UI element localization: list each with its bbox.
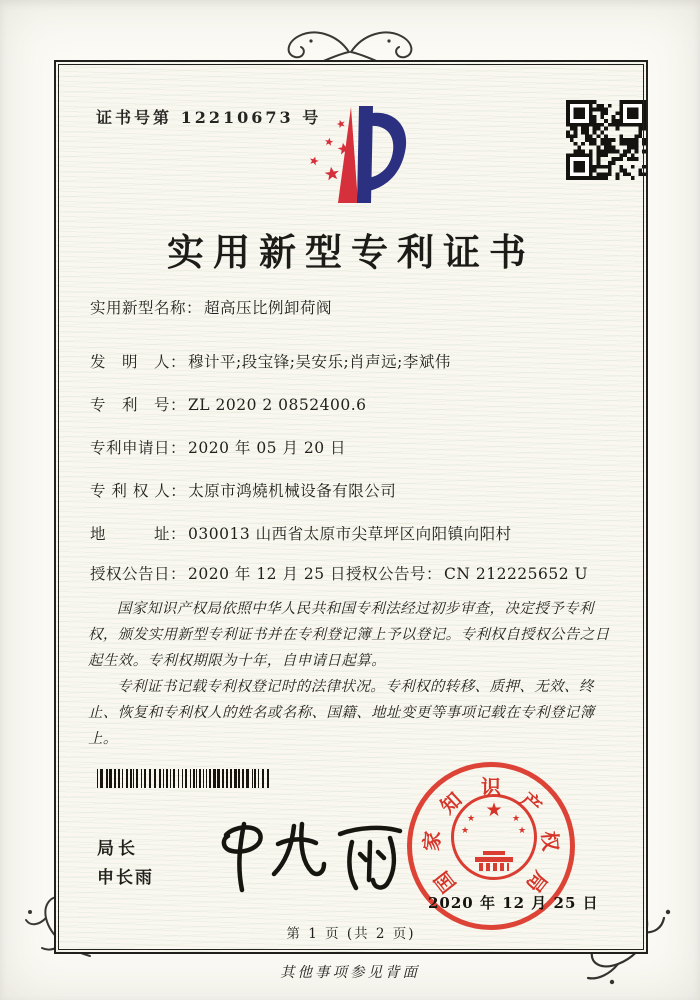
emblem-small-star-icon: ★	[518, 826, 527, 836]
field-row-name	[90, 296, 332, 318]
certificate-frame	[54, 60, 648, 954]
page-number: 第 1 页 (共 2 页)	[286, 926, 416, 942]
national-emblem-icon	[451, 794, 537, 880]
field-label: 授权公告号：	[346, 565, 443, 583]
field-value: 超高压比例卸荷阀	[204, 299, 333, 317]
body-paragraph-2: 专利证书记载专利权登记时的法律状况。专利权的转移、质押、无效、终止、恢复和专利权人的姓名或名称、国籍、地址变更等事项记载在专利登记簿上。	[88, 679, 595, 747]
emblem-gate-icon	[483, 851, 505, 855]
director-name: 申长雨	[97, 868, 154, 888]
field-value: 030013 山西省太原市尖草坪区向阳镇向阳村	[188, 525, 512, 543]
field-value: 太原市鸿燒机械设备有限公司	[188, 482, 397, 500]
cnipa-logo-icon	[294, 104, 410, 206]
field-row-filing-date	[90, 436, 346, 458]
barcode	[97, 769, 275, 788]
field-value: 穆计平;段宝锋;吴安乐;肖声远;李斌伟	[188, 353, 451, 371]
field-label: 地 址：	[90, 525, 187, 543]
emblem-gate-icon	[479, 863, 509, 871]
field-row-address	[90, 522, 512, 544]
legal-text	[88, 596, 620, 752]
field-label: 实用新型名称：	[90, 299, 203, 317]
field-label: 授权公告日：	[90, 565, 187, 583]
field-value: 2020 年 05 月 20 日	[188, 439, 347, 457]
qr-code	[566, 100, 646, 180]
signature-shen-changyu	[182, 810, 422, 906]
certificate-title: 实用新型专利证书	[167, 230, 535, 274]
field-value: CN 212225652 U	[444, 565, 589, 583]
director-title: 局长	[97, 839, 139, 859]
field-value: ZL 2020 2 0852400.6	[188, 396, 367, 414]
body-paragraph-1: 国家知识产权局依照中华人民共和国专利法经过初步审查，决定授予专利权，颁发实用新型专利证书并在专利登记簿上予以登记。专利权自授权公告之日起生效。专利权期限为十年，自申请日起算。	[88, 601, 610, 669]
field-row-inventors	[90, 350, 451, 372]
certificate-number: 证书号第 12210673 号	[96, 108, 322, 127]
seal-date: 2020 年 12 月 25 日	[428, 894, 599, 912]
emblem-big-star-icon: ★	[485, 799, 503, 821]
field-value: 2020 年 12 月 25 日	[188, 565, 347, 583]
field-row-grant-date	[90, 562, 589, 584]
field-label: 专 利 号：	[90, 396, 187, 414]
field-label: 发 明 人：	[90, 353, 187, 371]
back-note: 其他事项参见背面	[280, 965, 420, 981]
emblem-gate-icon	[475, 857, 513, 862]
official-seal: 国 家 知 识 产 权 局 ★ ★ ★ ★ ★	[407, 762, 575, 930]
emblem-small-star-icon: ★	[512, 814, 521, 824]
field-label: 专利申请日：	[90, 439, 187, 457]
field-label: 专 利 权 人：	[90, 482, 187, 500]
field-row-patent-no	[90, 393, 367, 415]
grant-publication-number	[346, 562, 588, 584]
emblem-small-star-icon: ★	[461, 826, 470, 836]
field-row-patentee	[90, 479, 396, 501]
emblem-small-star-icon: ★	[467, 814, 476, 824]
